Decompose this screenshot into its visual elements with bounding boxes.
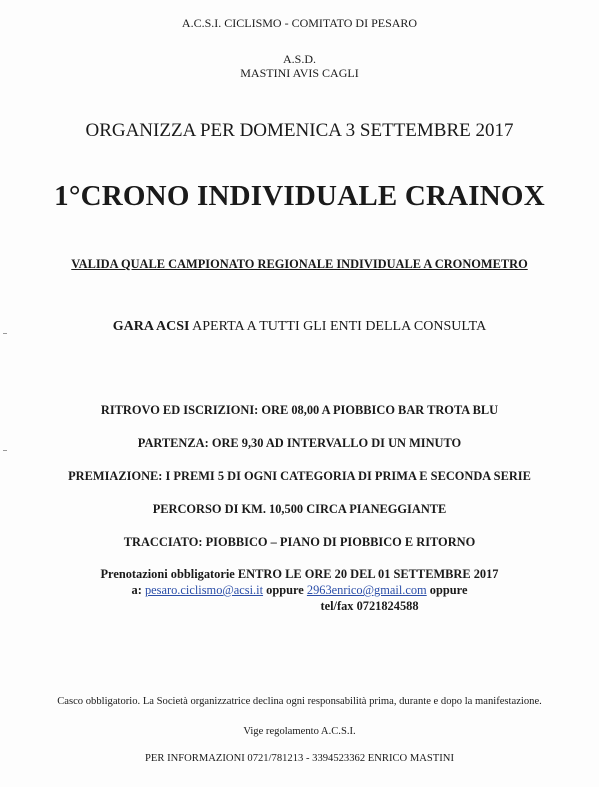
tel-fax: tel/fax 0721824588 <box>320 599 419 613</box>
event-title: 1°CRONO INDIVIDUALE CRAINOX <box>54 180 545 212</box>
regulation-note: Vige regolamento A.C.S.I. <box>243 726 356 737</box>
club-type: A.S.D. <box>282 52 316 66</box>
race-eligibility-rest: APERTA A TUTTI GLI ENTI DELLA CONSULTA <box>189 319 487 334</box>
email-link-enrico[interactable]: 2963enrico@gmail.com <box>306 583 427 597</box>
committee-name: A.C.S.I. CICLISMO - COMITATO DI PESARO <box>181 16 418 30</box>
championship-validity: VALIDA QUALE CAMPIONATO REGIONALE INDIVIDUALE A CRONOMETRO <box>71 257 528 271</box>
info-contact: PER INFORMAZIONI 0721/781213 - 3394523362 ENRICO MASTINI <box>145 753 454 764</box>
booking-deadline: Prenotazioni obbligatorie ENTRO LE ORE 20 DEL 01 SETTEMBRE 2017 <box>100 567 499 581</box>
contact-suffix: oppure <box>426 583 468 597</box>
race-eligibility <box>0 319 599 335</box>
contact-prefix: a: <box>131 583 145 597</box>
detail-meeting: RITROVO ED ISCRIZIONI: ORE 08,00 A PIOBBICO BAR TROTA BLU <box>100 403 499 417</box>
detail-route: TRACCIATO: PIOBBICO – PIANO DI PIOBBICO E RITORNO <box>123 535 476 549</box>
race-eligibility-bold: GARA ACSI <box>112 319 190 334</box>
detail-awards: PREMIAZIONE: I PREMI 5 DI OGNI CATEGORIA DI PRIMA E SECONDA SERIE <box>68 469 531 483</box>
email-link-acsi[interactable]: pesaro.ciclismo@acsi.it <box>144 583 264 597</box>
contact-mid: oppure <box>263 583 307 597</box>
club-name: MASTINI AVIS CAGLI <box>240 66 359 80</box>
disclaimer: Casco obbligatorio. La Società organizzatrice declina ogni responsabilità prima, durante e dopo la manifestazione. <box>57 696 542 707</box>
detail-start: PARTENZA: ORE 9,30 AD INTERVALLO DI UN MINUTO <box>137 436 462 450</box>
booking-contacts <box>0 583 599 598</box>
detail-course: PERCORSO DI KM. 10,500 CIRCA PIANEGGIANTE <box>152 502 447 516</box>
event-date: ORGANIZZA PER DOMENICA 3 SETTEMBRE 2017 <box>85 120 514 141</box>
